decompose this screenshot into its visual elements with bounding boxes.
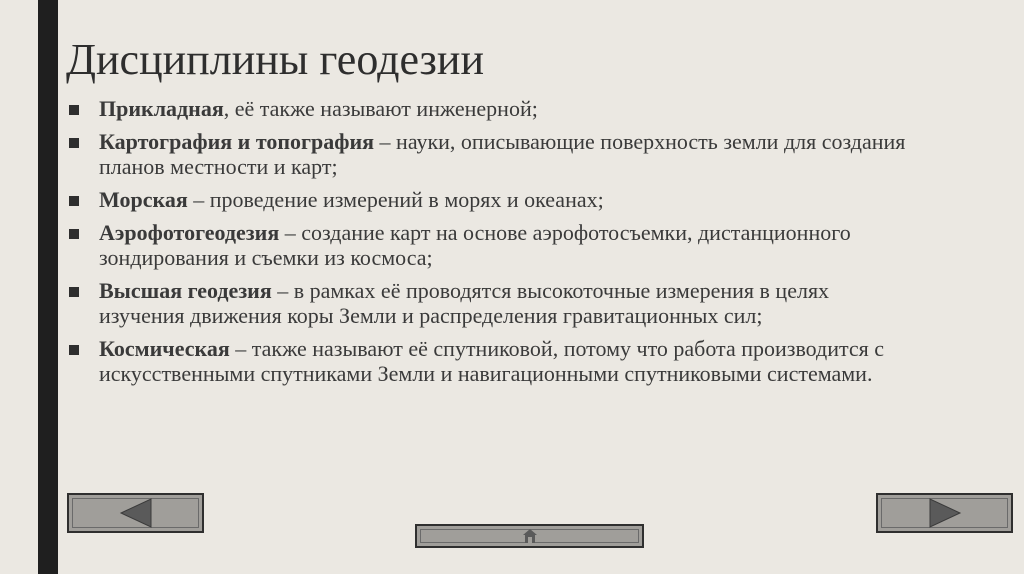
bullet-term: Аэрофотогеодезия [99, 220, 280, 245]
bullet-term: Картография и топография [99, 129, 375, 154]
list-item [66, 336, 906, 386]
bullet-text: – проведение измерений в морях и океанах; [187, 187, 604, 212]
bullet-text: – также называют её спутниковой, потому что работа производится с искусственными спутниками Земли и навигационными спутниковыми системами. [99, 336, 885, 386]
list-item [66, 187, 906, 212]
bullet-term: Прикладная [99, 96, 224, 121]
triangle-left-icon [119, 498, 153, 528]
list-item [66, 220, 906, 270]
square-bullet-icon [69, 345, 79, 355]
square-bullet-icon [69, 105, 79, 115]
list-item [66, 278, 906, 328]
bullet-term: Высшая геодезия [99, 278, 272, 303]
bullet-text: , её также называют инженерной; [223, 96, 538, 121]
previous-slide-button[interactable] [67, 493, 204, 533]
next-slide-button[interactable] [876, 493, 1013, 533]
left-accent-bar [38, 0, 58, 574]
square-bullet-icon [69, 287, 79, 297]
bullet-text: – создание карт на основе аэрофотосъемки, дистанционного зондирования и съемки из космоса; [99, 220, 851, 270]
list-item [66, 129, 906, 179]
list-item [66, 96, 906, 121]
triangle-right-icon [928, 498, 962, 528]
home-slide-button[interactable] [415, 524, 644, 548]
bullet-term: Космическая [99, 336, 230, 361]
square-bullet-icon [69, 229, 79, 239]
square-bullet-icon [69, 196, 79, 206]
home-icon [522, 528, 538, 544]
bullet-text: – в рамках её проводятся высокоточные измерения в целях изучения движения коры Земли и распределения гравитационных сил; [99, 278, 830, 328]
square-bullet-icon [69, 138, 79, 148]
slide-title: Дисциплины геодезии [66, 35, 484, 84]
bullet-list [66, 96, 906, 394]
bullet-text: – науки, описывающие поверхность земли для создания планов местности и карт; [99, 129, 906, 179]
bullet-term: Морская [99, 187, 188, 212]
